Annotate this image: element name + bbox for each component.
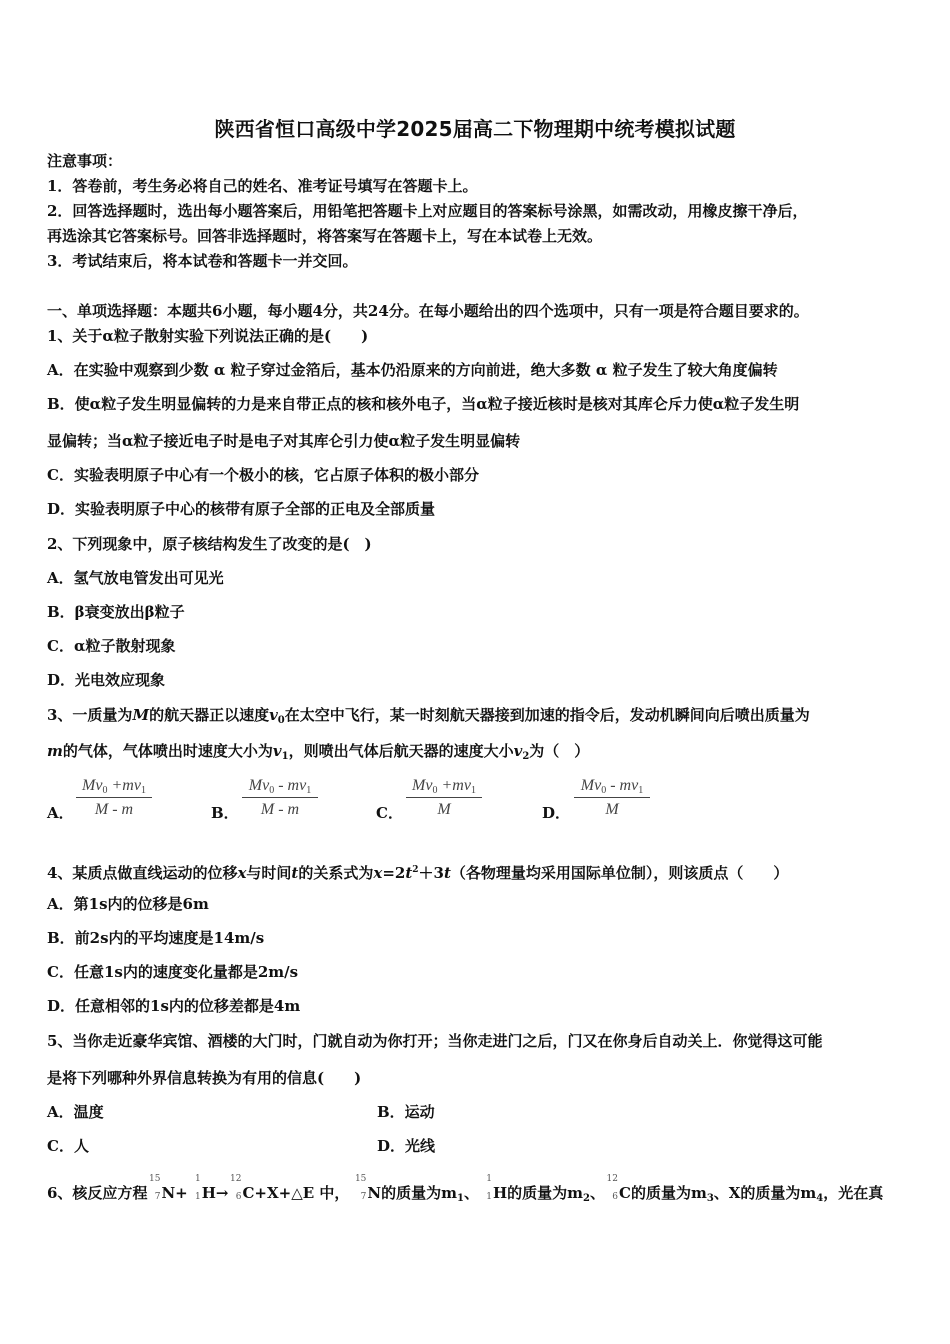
question-1-option-b: B．使α粒子发生明显偏转的力是来自带正点的核和核外电子，当α粒子接近核时是核对其库仑斥力使α粒子发生明 [47,395,800,413]
notice-item: 3．考试结束后，将本试卷和答题卡一并交回。 [47,252,358,270]
question-5-option-d: D．光线 [377,1137,436,1155]
question-2-option-b: B．β衰变放出β粒子 [47,603,185,621]
question-4-option-c: C．任意1s内的速度变化量都是2m/s [47,963,299,981]
question-5-stem-cont: 是将下列哪种外界信息转换为有用的信息( ) [47,1069,362,1087]
question-5-option-c: C．人 [47,1137,89,1155]
question-2-option-a: A．氢气放电管发出可见光 [47,569,224,587]
page-title: 陕西省恒口高级中学2025届高二下物理期中统考模拟试题 [214,117,736,141]
question-6-stem: 6、核反应方程 15 7 N+ 1 1 H→ 12 6 C+X+△E 中， 15 7 N的质量为$m_1$、 1 1 H的质量为$m_2$、 12 6 C的质量为$m_3$、X的质量为$m_4$，光在真 [47,1174,884,1204]
question-5-stem: 5、当你走近豪华宾馆、酒楼的大门时，门就自动为你打开；当你走进门之后，门又在你身后自动关上．你觉得这可能 [47,1032,823,1050]
question-5-option-b: B．运动 [377,1103,435,1121]
notice-item: 2．回答选择题时，选出每小题答案后，用铅笔把答题卡上对应题目的答案标号涂黑，如需改动，用橡皮擦干净后， [47,202,808,220]
question-5-option-a: A．温度 [47,1103,104,1121]
question-4-option-a: A．第1s内的位移是6m [47,895,209,913]
question-2-option-d: D．光电效应现象 [47,671,166,689]
question-3-stem-cont: m的气体，气体喷出时速度大小为$v_1$，则喷出气体后航天器的速度大小$v_2$为（ ） [47,742,590,762]
nuclide-c12: 12 6 [230,1174,242,1202]
question-3-option-d-label: D． [542,804,571,822]
nuclide-n15: 15 7 [149,1174,161,1202]
question-1-option-a: A．在实验中观察到少数 α 粒子穿过金箔后，基本仍沿原来的方向前进，绝大多数 α 粒子发生了较大角度偏转 [47,361,778,379]
question-3-option-a-fraction: Mv0 +mv1 M - m [72,776,156,820]
section-heading: 一、单项选择题：本题共6小题，每小题4分，共24分。在每小题给出的四个选项中，只有一项是符合题目要求的。 [47,302,809,320]
notice-item: 1．答卷前，考生务必将自己的姓名、准考证号填写在答题卡上。 [47,177,478,195]
question-4-option-d: D．任意相邻的1s内的位移差都是4m [47,997,301,1015]
question-1-option-b-cont: 显偏转；当α粒子接近电子时是电子对其库仑引力使α粒子发生明显偏转 [47,432,521,450]
question-2-option-c: C．α粒子散射现象 [47,637,176,655]
question-1-option-d: D．实验表明原子中心的核带有原子全部的正电及全部质量 [47,500,436,518]
question-3-option-b-label: B． [211,804,239,822]
question-1-stem: 1、关于α粒子散射实验下列说法正确的是( ) [47,327,369,345]
question-3-option-b-fraction: Mv0 - mv1 M - m [238,776,322,820]
question-3-option-d-fraction: Mv0 - mv1 M [570,776,654,820]
question-2-stem: 2、下列现象中，原子核结构发生了改变的是( ) [47,535,372,553]
nuclide-h1: 1 1 [195,1174,201,1202]
question-4-option-b: B．前2s内的平均速度是14m/s [47,929,265,947]
notice-item: 再选涂其它答案标号。回答非选择题时，将答案写在答题卡上，写在本试卷上无效。 [47,227,603,245]
question-1-option-c: C．实验表明原子中心有一个极小的核，它占原子体积的极小部分 [47,466,479,484]
notice-heading: 注意事项： [47,152,123,170]
question-3-option-c-label: C． [376,804,403,822]
question-3-stem: 3、一质量为M的航天器正以速度$v_0$在太空中飞行，某一时刻航天器接到加速的指令后，发动机瞬间向后喷出质量为 [47,706,810,726]
question-3-option-c-fraction: Mv0 +mv1 M [402,776,486,820]
question-3-option-a-label: A． [47,804,74,822]
question-4-stem: 4、某质点做直线运动的位移x与时间t的关系式为$x=2t^2+3t$（各物理量均采用国际单位制），则该质点（ ） [47,864,789,882]
